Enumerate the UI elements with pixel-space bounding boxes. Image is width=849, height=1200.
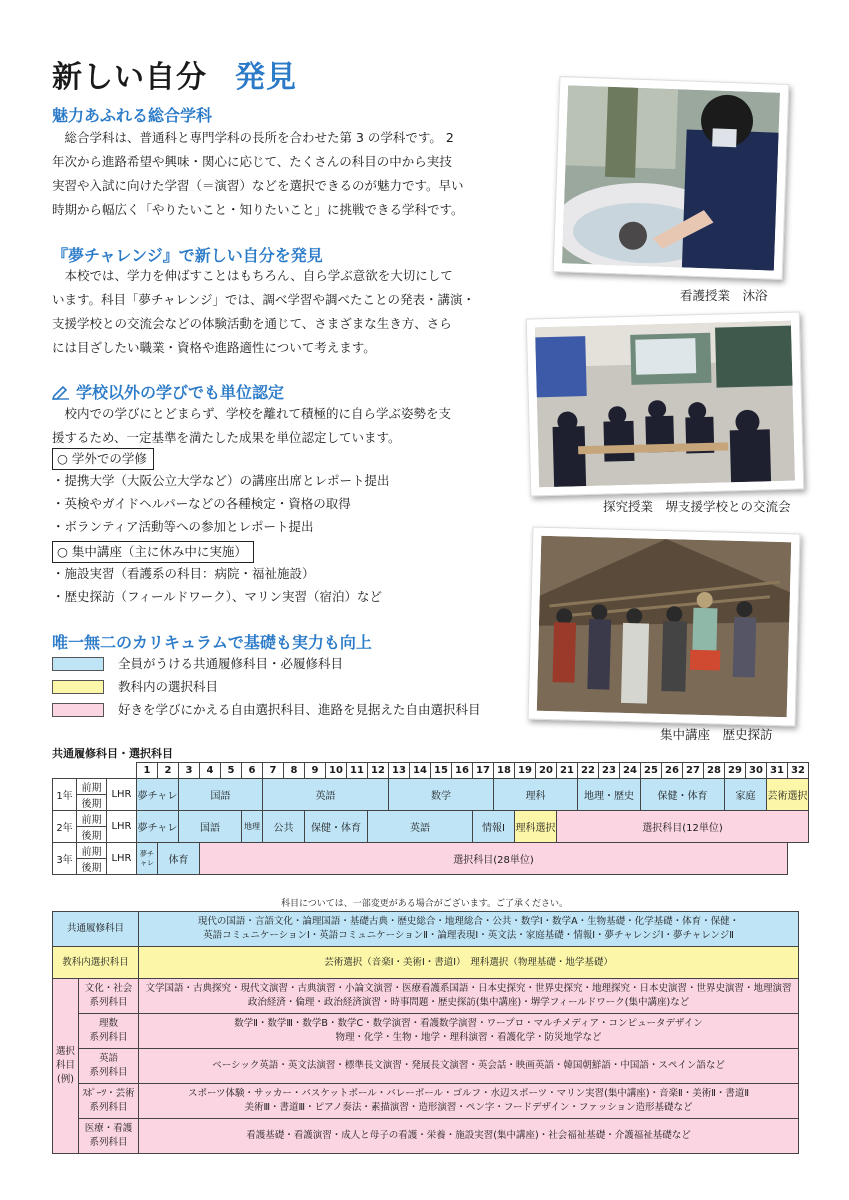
year-label: 3年 <box>53 843 77 875</box>
row-label: 共通履修科目 <box>53 912 139 947</box>
line: 美術Ⅲ・書道Ⅲ・ピアノ奏法・素描演習・造形演習・ペン字・フードデザイン・ファッション造形基礎など <box>244 1102 693 1113</box>
period-number: 20 <box>536 763 557 779</box>
section2-heading: 『夢チャレンジ』で新しい自分を発見 <box>52 246 323 265</box>
bullet: ・歴史探訪（フィールドワーク）、マリン実習（宿泊）など <box>52 589 383 604</box>
line: 系列科目 <box>89 997 128 1008</box>
period-number: 6 <box>242 763 263 779</box>
legend-label: 好きを学びにかえる自由選択科目、進路を見据えた自由選択科目 <box>118 702 481 717</box>
line: 理数 <box>99 1018 119 1029</box>
line: 英語コミュニケーションⅠ・英語コミュニケーションⅡ・論理表現Ⅰ・英文法・家庭基礎・情報Ⅰ・夢チャレンジⅠ・夢チャレンジⅡ <box>203 930 734 941</box>
line: 選択 <box>55 1046 75 1057</box>
period-number: 2 <box>158 763 179 779</box>
period-number: 25 <box>641 763 662 779</box>
period-number: 8 <box>284 763 305 779</box>
group-label <box>79 1119 139 1154</box>
period-number: 27 <box>683 763 704 779</box>
line: 系列科目 <box>89 1067 128 1078</box>
line: 時期から幅広く「やりたいこと・知りたいこと」に挑戦できる学科です。 <box>52 202 464 217</box>
group-label <box>79 1014 139 1049</box>
lhr-cell: LHR <box>107 811 137 843</box>
period-number: 11 <box>347 763 368 779</box>
line: ｽﾎﾟｰﾂ・芸術 <box>82 1088 135 1099</box>
box-label-intensive: ○ 集中講座（主に休み中に実施） <box>52 541 254 563</box>
group-label <box>79 979 139 1014</box>
subject-cell: 夢チャレ <box>137 811 179 843</box>
semester-label: 後期 <box>77 827 107 843</box>
box-label-external: ○ 学外での学修 <box>52 448 154 470</box>
subject-cell: 選択科目(12単位) <box>557 811 809 843</box>
lhr-cell: LHR <box>107 843 137 875</box>
photo-history-image <box>537 536 791 717</box>
period-number: 13 <box>389 763 410 779</box>
line: 英語 <box>99 1053 119 1064</box>
bullet: ・ボランティア活動等への参加とレポート提出 <box>52 519 314 534</box>
photo-history <box>528 527 801 727</box>
schedule-number-row <box>53 763 809 779</box>
course-row-common <box>53 912 799 947</box>
photo-nursing <box>553 76 790 280</box>
section3-heading-wrap <box>52 380 284 403</box>
subject-cell: 地理・歴史 <box>578 779 641 811</box>
bullet: ・施設実習（看護系の科目：病院・福祉施設） <box>52 566 315 581</box>
line: 現代の国語・言語文化・論理国語・基礎古典・歴史総合・地理総合・公共・数学Ⅰ・数学A・生物基礎・化学基礎・体育・保健・ <box>197 916 740 927</box>
section2-text <box>52 264 482 360</box>
courses-table <box>52 911 799 1154</box>
line: 実習や入試に向けた学習（＝演習）などを選択できるのが魅力です。早い <box>52 178 464 193</box>
section4-heading: 唯一無二のカリキュラムで基礎も実力も向上 <box>52 633 372 652</box>
blank-cell <box>788 843 809 875</box>
period-number: 18 <box>494 763 515 779</box>
lhr-cell: LHR <box>107 779 137 811</box>
schedule-row-year2 <box>53 811 809 827</box>
period-number: 16 <box>452 763 473 779</box>
subject-cell: 情報Ⅰ <box>473 811 515 843</box>
semester-label: 後期 <box>77 859 107 875</box>
period-number: 21 <box>557 763 578 779</box>
choice-label <box>53 979 79 1154</box>
line: (例) <box>57 1074 74 1085</box>
period-number: 23 <box>599 763 620 779</box>
course-row-group <box>53 1084 799 1119</box>
course-row-group <box>53 979 799 1014</box>
subject-cell: 夢チャレ <box>137 779 179 811</box>
subject-cell: 保健・体育 <box>305 811 368 843</box>
period-number: 12 <box>368 763 389 779</box>
course-row-elective <box>53 947 799 979</box>
period-number: 19 <box>515 763 536 779</box>
legend-label: 全員がうける共通履修科目・必履修科目 <box>118 656 344 671</box>
bullet: ・英検やガイドヘルパーなどの各種検定・資格の取得 <box>52 496 351 511</box>
semester-label: 前期 <box>77 779 107 795</box>
photo-exchange <box>526 311 805 496</box>
subject-cell: 地理 <box>242 811 263 843</box>
line: 総合学科は、普通科と専門学科の長所を合わせた第 3 の学科です。 2 <box>64 130 454 145</box>
change-note: 科目については、一部変更がある場合がございます。ご了承ください。 <box>280 899 569 909</box>
course-row-group <box>53 1119 799 1154</box>
row-content <box>139 912 799 947</box>
group-content <box>139 1084 799 1119</box>
photo-nursing-image <box>562 85 780 270</box>
schedule-row-year3 <box>53 843 809 859</box>
line: います。科目「夢チャレンジ」では、調べ学習や調べたことの発表・講演・ <box>52 292 476 307</box>
group-content <box>139 1014 799 1049</box>
group-label <box>79 1049 139 1084</box>
group-content <box>139 979 799 1014</box>
line: 文化・社会 <box>84 983 133 994</box>
section3-heading: 学校以外の学びでも単位認定 <box>76 383 285 402</box>
line: 系列科目 <box>89 1032 128 1043</box>
period-number: 31 <box>767 763 788 779</box>
period-number: 17 <box>473 763 494 779</box>
course-row-group <box>53 1049 799 1084</box>
pencil-icon <box>52 384 70 400</box>
subject-cell: 芸術選択 <box>767 779 809 811</box>
subject-cell: 選択科目(28単位) <box>200 843 788 875</box>
row-content: 芸術選択（音楽Ⅰ・美術Ⅰ・書道Ⅰ） 理科選択（物理基礎・地学基礎） <box>139 947 799 979</box>
line: スポーツ体験・サッカー・バスケットボール・バレーボール・ゴルフ・水辺スポーツ・マリン実習(集中講座)・音楽Ⅱ・美術Ⅱ・書道Ⅱ <box>187 1088 750 1099</box>
schedule-title: 共通履修科目・選択科目 <box>52 747 173 760</box>
section1-heading: 魅力あふれる総合学科 <box>52 106 213 125</box>
period-number: 10 <box>326 763 347 779</box>
year-label: 1年 <box>53 779 77 811</box>
title-main: 新しい自分 <box>52 60 207 95</box>
subject-cell: 数学 <box>389 779 494 811</box>
line: 文学国語・古典探究・現代文演習・古典演習・小論文演習・医療看護系国語・日本史探究・世界史探究・地理探究・日本史演習・世界史演習・地理演習 <box>145 983 792 994</box>
line: 物理・化学・生物・地学・理科演習・看護化学・防災地学など <box>335 1032 602 1043</box>
legend-swatch-pink <box>52 703 104 717</box>
subject-cell: 夢チャレ <box>137 843 158 875</box>
group-label <box>79 1084 139 1119</box>
line: 医療・看護 <box>84 1123 133 1134</box>
period-number: 26 <box>662 763 683 779</box>
period-number: 3 <box>179 763 200 779</box>
line: 系列科目 <box>89 1102 128 1113</box>
period-number: 29 <box>725 763 746 779</box>
subject-cell: 保健・体育 <box>641 779 725 811</box>
subject-cell: 理科選択 <box>515 811 557 843</box>
semester-label: 前期 <box>77 843 107 859</box>
period-number: 7 <box>263 763 284 779</box>
photo-exchange-caption: 探究授業 堺支援学校との交流会 <box>603 499 791 514</box>
subject-cell: 英語 <box>263 779 389 811</box>
blank-cell <box>107 763 137 779</box>
period-number: 14 <box>410 763 431 779</box>
period-number: 32 <box>788 763 809 779</box>
line: には目ざしたい職業・資格や進路適性について考えます。 <box>52 340 376 355</box>
line: 年次から進路希望や興味・関心に応じて、たくさんの科目の中から実技 <box>52 154 452 169</box>
line: 本校では、学力を伸ばすことはもちろん、自ら学ぶ意欲を大切にして <box>64 268 453 283</box>
line: 援するため、一定基準を満たした成果を単位認定しています。 <box>52 430 401 445</box>
year-label: 2年 <box>53 811 77 843</box>
line: 系列科目 <box>89 1137 128 1148</box>
photo-exchange-image <box>535 321 795 488</box>
subject-cell: 家庭 <box>725 779 767 811</box>
section1-text <box>52 126 482 222</box>
line: 科目 <box>55 1060 75 1071</box>
page-title <box>52 52 297 96</box>
title-accent: 発見 <box>235 60 297 95</box>
period-number: 15 <box>431 763 452 779</box>
subject-cell: 公共 <box>263 811 305 843</box>
blank-cell <box>77 763 107 779</box>
schedule-table <box>52 762 809 875</box>
period-number: 1 <box>137 763 158 779</box>
bullet: ・提携大学（大阪公立大学など）の講座出席とレポート提出 <box>52 473 390 488</box>
period-number: 28 <box>704 763 725 779</box>
period-number: 5 <box>221 763 242 779</box>
line: 校内での学びにとどまらず、学校を離れて積極的に自ら学ぶ姿勢を支 <box>64 406 452 421</box>
legend-swatch-yellow <box>52 680 104 694</box>
subject-cell: 体育 <box>158 843 200 875</box>
legend-label: 教科内の選択科目 <box>118 679 219 694</box>
group-content: 看護基礎・看護演習・成人と母子の看護・栄養・施設実習(集中講座)・社会福祉基礎・介護福祉基礎など <box>139 1119 799 1154</box>
period-number: 30 <box>746 763 767 779</box>
period-number: 24 <box>620 763 641 779</box>
line: 数学Ⅱ・数学Ⅲ・数学B・数学C・数学演習・看護数学演習・ワープロ・マルチメディア・コンピュータデザイン <box>234 1018 703 1029</box>
legend-swatch-blue <box>52 657 104 671</box>
subject-cell: 理科 <box>494 779 578 811</box>
subject-cell: 国語 <box>179 779 263 811</box>
semester-label: 前期 <box>77 811 107 827</box>
blank-cell <box>53 763 77 779</box>
group-content: ベーシック英語・英文法演習・標準長文演習・発展長文演習・英会話・映画英語・韓国朝鮮語・中国語・スペイン語など <box>139 1049 799 1084</box>
period-number: 9 <box>305 763 326 779</box>
photo-history-caption: 集中講座 歴史探訪 <box>660 727 773 742</box>
section3-text <box>52 402 482 450</box>
line: 政治経済・倫理・政治経済演習・時事問題・歴史探訪(集中講座)・堺学フィールドワーク(集中講座)など <box>247 997 690 1008</box>
schedule-row-year1 <box>53 779 809 795</box>
period-number: 4 <box>200 763 221 779</box>
photo-nursing-caption: 看護授業 沐浴 <box>680 288 768 303</box>
line: 支援学校との交流会などの体験活動を通じて、さまざまな生き方、さら <box>52 316 452 331</box>
row-label: 教科内選択科目 <box>53 947 139 979</box>
subject-cell: 国語 <box>179 811 242 843</box>
period-number: 22 <box>578 763 599 779</box>
semester-label: 後期 <box>77 795 107 811</box>
subject-cell: 英語 <box>368 811 473 843</box>
course-row-group <box>53 1014 799 1049</box>
